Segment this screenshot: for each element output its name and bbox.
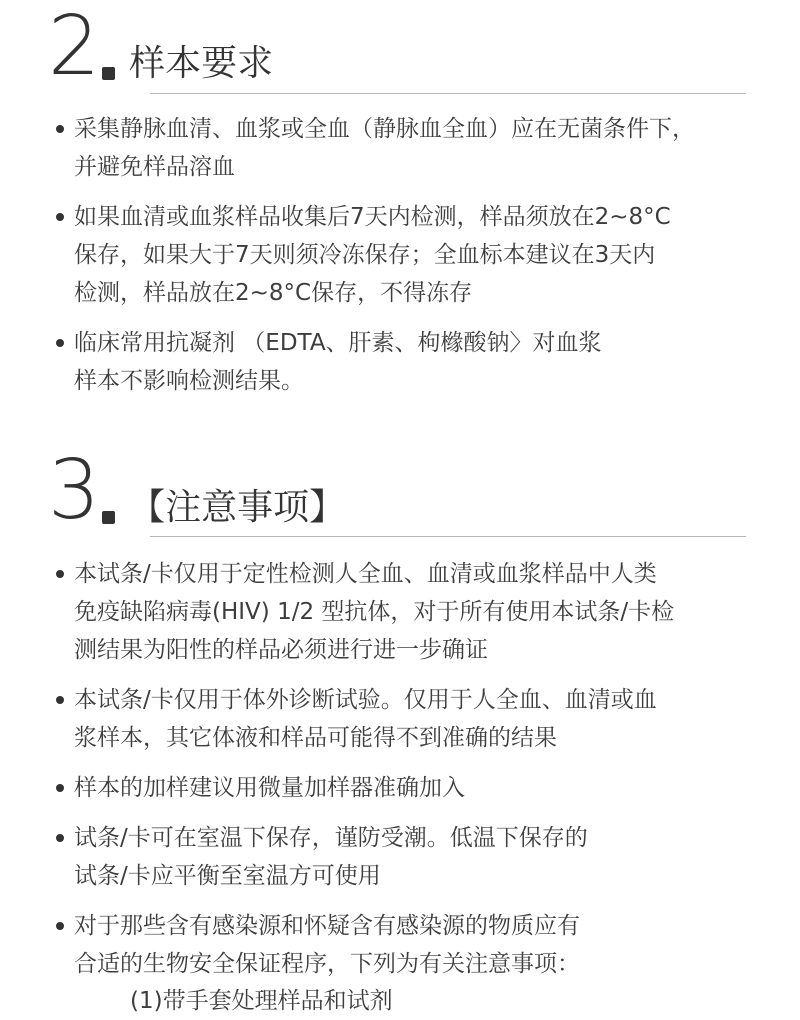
section-3-number: 3 bbox=[48, 443, 99, 538]
list-item-line: 合适的生物安全保证程序，下列为有关注意事项： bbox=[74, 951, 580, 977]
section-2-divider bbox=[150, 93, 746, 94]
bullet-dot-icon bbox=[56, 570, 64, 578]
list-item-line: 本试条/卡仅用于体外诊断试验。仅用于人全血、血清或血 bbox=[74, 687, 657, 713]
list-item bbox=[56, 819, 760, 895]
list-item-line: 对于那些含有感染源和怀疑含有感染源的物质应有 bbox=[74, 913, 580, 939]
list-item-line: 样本不影响检测结果。 bbox=[74, 368, 304, 394]
list-item-line: 试条/卡可在室温下保存，谨防受潮。低温下保存的 bbox=[74, 825, 588, 851]
section-2-number-dot bbox=[102, 67, 115, 80]
bullet-dot-icon bbox=[56, 339, 64, 347]
list-item-line: 保存，如果大于7天则须冷冻保存；全血标本建议在3天内 bbox=[74, 242, 656, 268]
list-item-line: 样本的加样建议用微量加样器准确加入 bbox=[74, 775, 465, 801]
section-3-header bbox=[48, 443, 346, 538]
list-item-line: 采集静脉血清、血浆或全血（静脉血全血）应在无菌条件下， bbox=[74, 116, 695, 142]
bullet-dot-icon bbox=[56, 125, 64, 133]
list-item-line: 如果血清或血浆样品收集后7天内检测，样品须放在2~8°C bbox=[74, 204, 671, 230]
section-3-list bbox=[56, 555, 760, 995]
section-3-sub-item: (1)带手套处理样品和试剂 bbox=[130, 988, 393, 1014]
list-item bbox=[56, 769, 760, 807]
section-2-list bbox=[56, 110, 760, 412]
list-item bbox=[56, 198, 760, 312]
list-item-line: 免疫缺陷病毒(HIV) 1/2 型抗体，对于所有使用本试条/卡检 bbox=[74, 599, 675, 625]
list-item-line: 临床常用抗凝剂 （EDTA、肝素、枸橼酸钠〉对血浆 bbox=[74, 330, 602, 356]
list-item-line: 试条/卡应平衡至室温方可使用 bbox=[74, 863, 381, 889]
section-2-header bbox=[48, 0, 274, 94]
section-2-title: 样本要求 bbox=[129, 43, 274, 84]
list-item bbox=[56, 555, 760, 669]
list-item-line: 浆样本，其它体液和样品可能得不到准确的结果 bbox=[74, 725, 557, 751]
section-3-divider bbox=[150, 536, 746, 537]
list-item-line: 并避免样品溶血 bbox=[74, 154, 235, 180]
list-item bbox=[56, 907, 760, 983]
bullet-dot-icon bbox=[56, 922, 64, 930]
section-3-number-dot bbox=[102, 511, 115, 524]
list-item bbox=[56, 110, 760, 186]
section-2-number: 2 bbox=[48, 0, 99, 94]
bullet-dot-icon bbox=[56, 213, 64, 221]
list-item-line: 本试条/卡仅用于定性检测人全血、血清或血浆样品中人类 bbox=[74, 561, 657, 587]
bullet-dot-icon bbox=[56, 696, 64, 704]
bullet-dot-icon bbox=[56, 834, 64, 842]
list-item bbox=[56, 681, 760, 757]
list-item-line: 检测，样品放在2~8°C保存，不得冻存 bbox=[74, 280, 473, 306]
list-item bbox=[56, 324, 760, 400]
section-3-title: 【注意事项】 bbox=[129, 487, 346, 528]
bullet-dot-icon bbox=[56, 784, 64, 792]
list-item-line: 测结果为阳性的样品必须进行进一步确证 bbox=[74, 637, 488, 663]
